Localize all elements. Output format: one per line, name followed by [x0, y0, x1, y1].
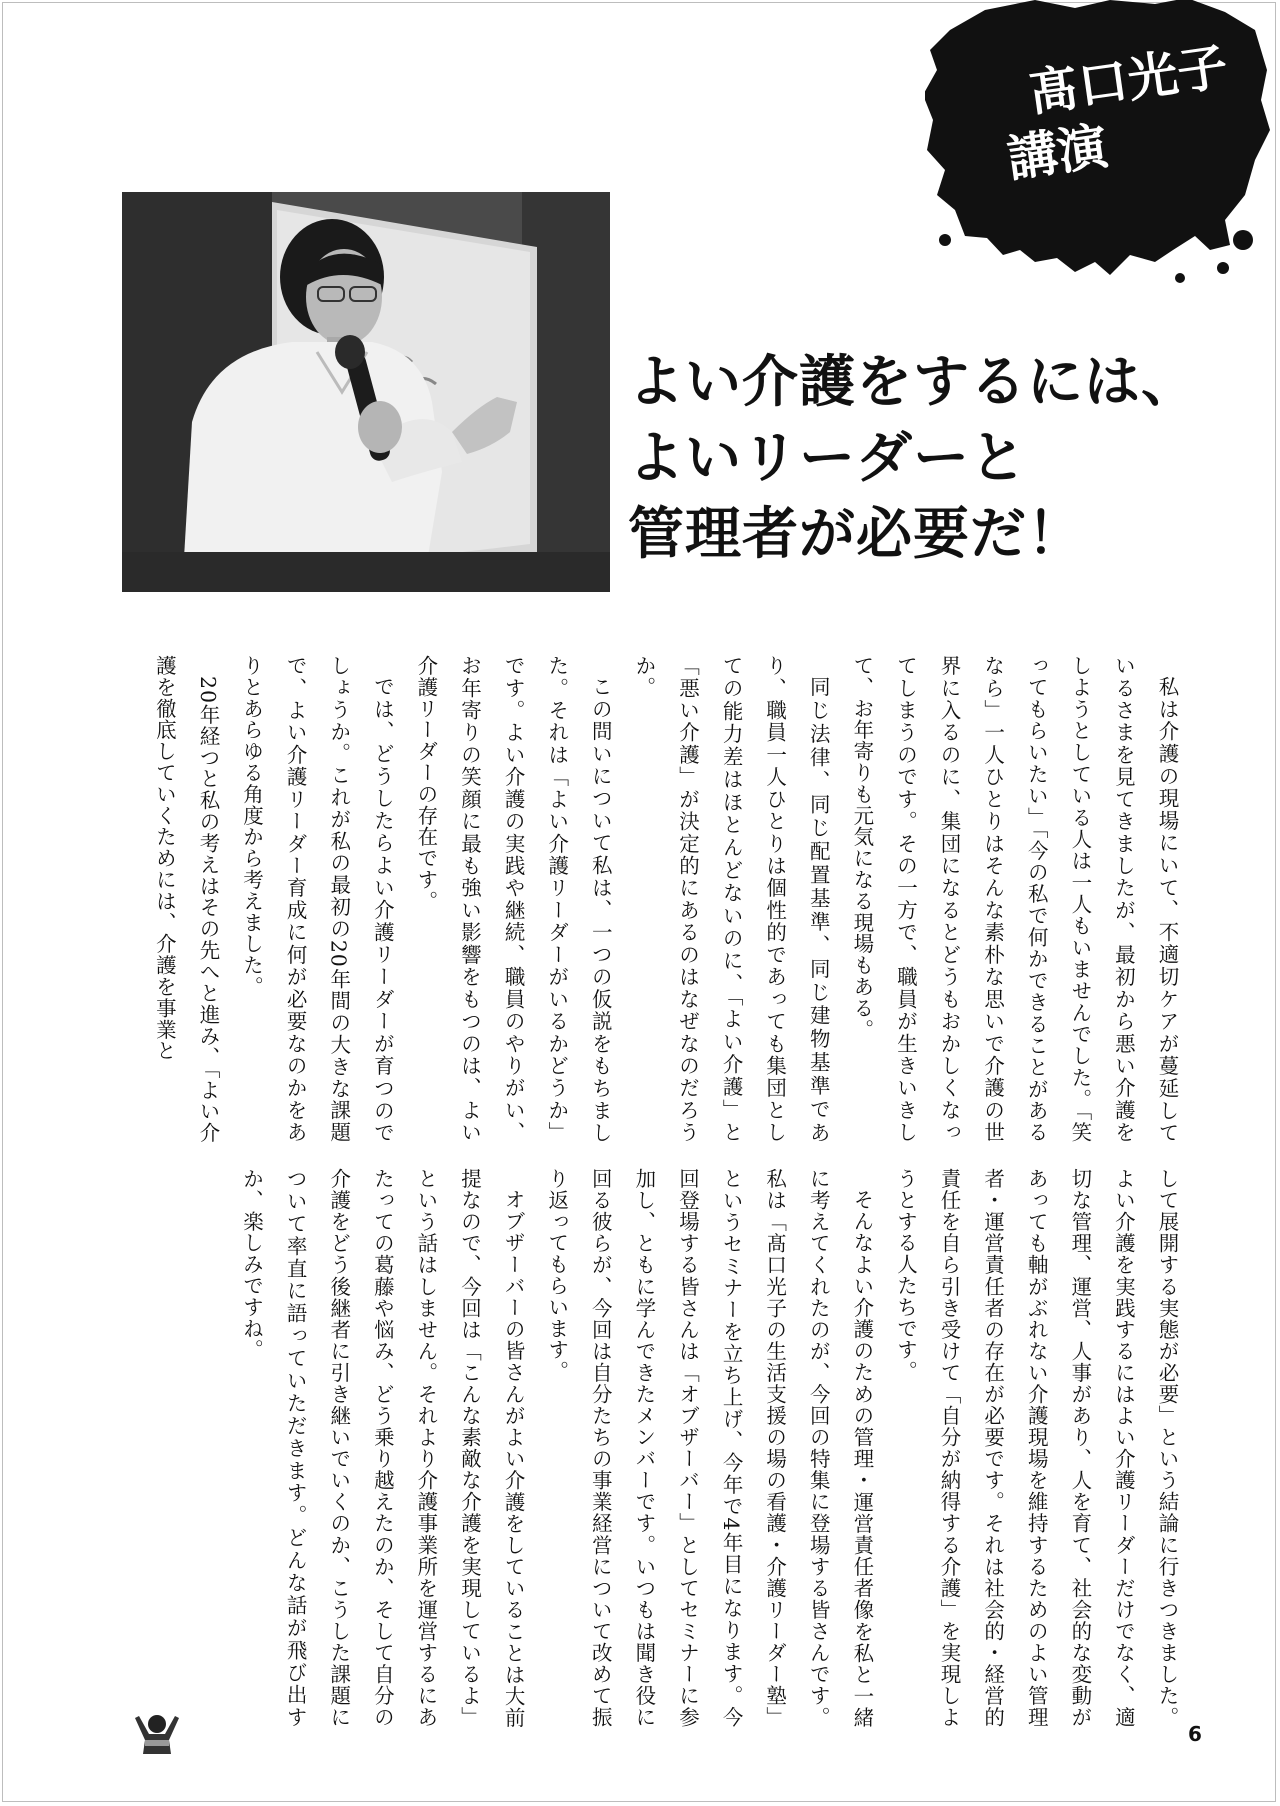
badge-name: 髙口光子: [1025, 37, 1232, 123]
paragraph: そんなよい介護のための管理・運営責任者像を私と一緒に考えてくれたのが、今回の特集に登場する皆さんです。私は「髙口光子の生活支援の場の看護・介護リーダー塾」というセミナーを立ち上げ、今年で4年目になります。今回登場する皆さんは「オブザーバー」としてセミナーに参加し、ともに学んできたメンバーです。いつもは聞き役に回る彼らが、今回は自分たちの事業経営について改めて振り返ってもらいます。: [544, 1168, 874, 1728]
mascot-logo-icon: [125, 1710, 189, 1758]
badge-label: 講演: [1003, 116, 1112, 189]
paragraph: 同じ法律、同じ配置基準、同じ建物基準であり、職員一人ひとりは個性的であっても集団としての能力差はほとんどないのに、「よい介護」と「悪い介護」が決定的にあるのはなぜなのだろうか。: [631, 655, 831, 1143]
paragraph: 20年経つと私の考えはその先へと進み、「よい介護を徹底していくためには、介護を事業と: [152, 655, 220, 1143]
paragraph: オブザーバーの皆さんがよい介護をしていることは大前提なので、今回は「こんな素敵な介護を実現しているよ」という話はしません。それより介護事業所を運営するにあたっての葛藤や悩み、どう乗り越えたのか、そして自分の介護をどう後継者に引き継いでいくのか、こうした課題について率直に語っていただきます。どんな話が飛び出すか、楽しみですね。: [239, 1168, 526, 1728]
headline-line-2: よいリーダーと: [628, 426, 1027, 491]
body-text-lower: [118, 1168, 1188, 1728]
speaker-badge: [925, 0, 1270, 290]
paragraph: この問いについて私は、一つの仮説をもちました。それは「よい介護リーダーがいるかどうか」です。よい介護の実践や継続、職員のやりがい、お年寄りの笑顔に最も強い影響をもつのは、よい介護リーダーの存在です。: [413, 655, 613, 1143]
body-text-upper: [118, 655, 1188, 1143]
headline-line-1: よい介護をするには、: [628, 350, 1198, 415]
paragraph: では、どうしたらよい介護リーダーが育つのでしょうか。これが私の最初の20年間の大きな課題で、よい介護リーダー育成に何が必要なのかをありとあらゆる角度から考えました。: [239, 655, 395, 1143]
paragraph: して展開する実態が必要」という結論に行きつきました。よい介護を実践するにはよい介護リーダーだけでなく、適切な管理、運営、人事があり、人を育て、社会的な変動があっても軸がぶれない介護現場を維持するためのよい管理者・運営責任者の存在が必要です。それは社会的・経営的責任を自ら引き受けて「自分が納得する介護」を実現しようとする人たちです。: [893, 1168, 1179, 1728]
page-number: 6: [1188, 1722, 1202, 1746]
headline: [628, 345, 1268, 573]
paragraph: 私は介護の現場にいて、不適切ケアが蔓延しているさまを見てきましたが、最初から悪い介護をしようとしている人は一人もいませんでした。「笑ってもらいたい」「今の私で何かできることがあるなら」一人ひとりはそんな素朴な思いで介護の世界に入るのに、集団になるとどうもおかしくなってしまうのです。その一方で、職員が生きいきして、お年寄りも元気になる現場もある。: [849, 655, 1179, 1143]
headline-line-3: 管理者が必要だ！: [628, 502, 1084, 567]
speaker-photo: [122, 192, 610, 592]
